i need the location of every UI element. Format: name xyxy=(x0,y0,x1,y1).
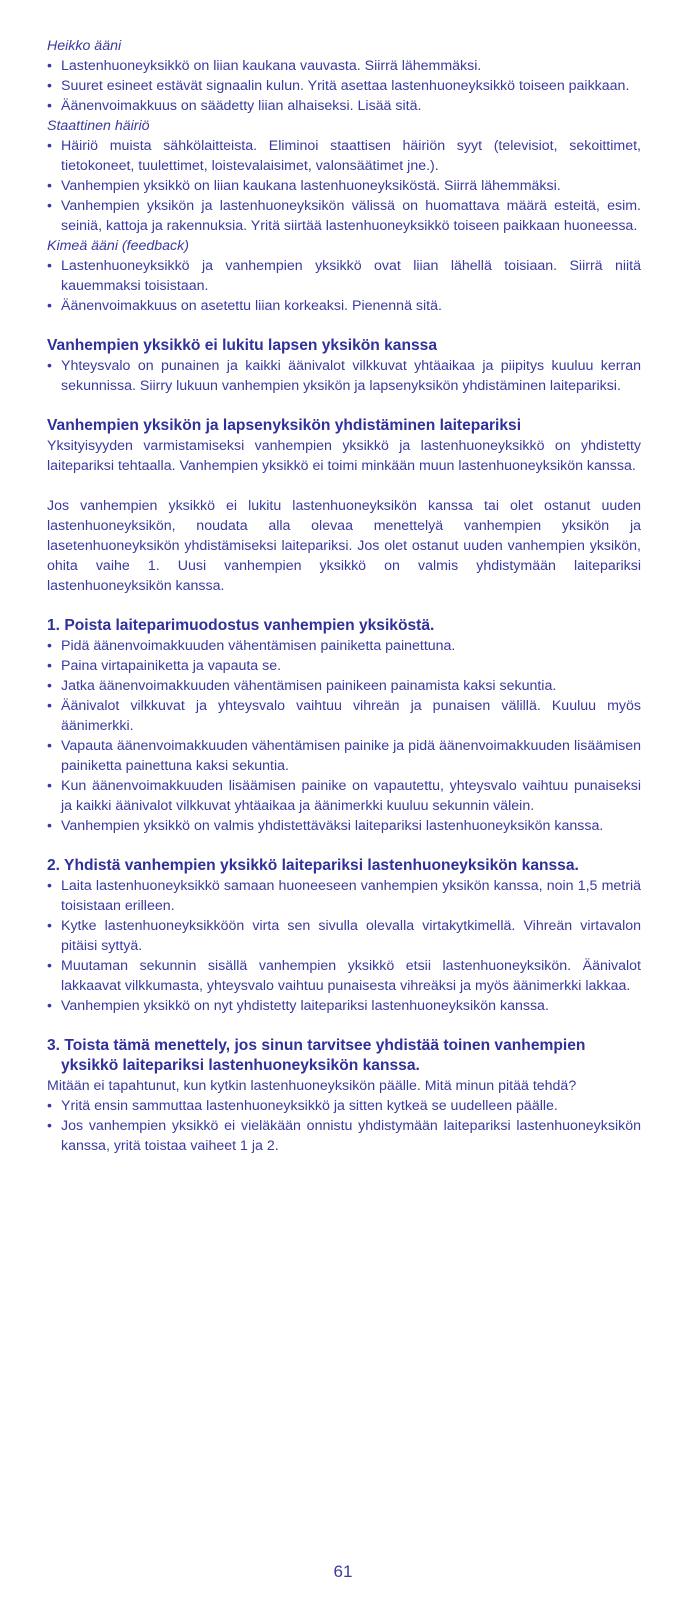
heading-pairing: Vanhempien yksikön ja lapsenyksikön yhdistäminen laitepariksi xyxy=(47,417,522,434)
static-list xyxy=(47,136,641,236)
subheading-static: Staattinen häiriö xyxy=(47,118,150,134)
list-item: • Vapauta äänenvoimakkuuden vähentämisen painike ja pidä äänenvoimakkuuden lisäämisen painiketta painettuna kaksi sekuntia. xyxy=(47,736,641,776)
pairing-paragraph-2: Jos vanhempien yksikkö ei lukitu lastenhuoneyksikön kanssa tai olet ostanut uuden lastenhuoneyksikön, noudata alla olevaa menettelyä vanhempien yksikön ja lasetenhuoneyksikön yhdistämiseksi laitepariksi. Jos olet ostanut uuden vanhempien yksikön, ohita vaihe 1. Uusi vanhempien yksikkö on valmis yhdistymään laitepariksi lastenhuoneyksikön kanssa. xyxy=(47,498,641,594)
list-item: • Vanhempien yksikkö on liian kaukana lastenhuoneyksiköstä. Siirrä lähemmäksi. xyxy=(47,176,641,196)
list-item: • Lastenhuoneyksikkö on liian kaukana vauvasta. Siirrä lähemmäksi. xyxy=(47,56,641,76)
step-1-list xyxy=(47,636,641,836)
list-item: • Äänenvoimakkuus on säädetty liian alhaiseksi. Lisää sitä. xyxy=(47,96,641,116)
feedback-list xyxy=(47,256,641,316)
heading-not-locked: Vanhempien yksikkö ei lukitu lapsen yksikön kanssa xyxy=(47,337,438,354)
list-item: • Äänenvoimakkuus on asetettu liian korkeaksi. Pienennä sitä. xyxy=(47,296,641,316)
list-item: • Häiriö muista sähkölaitteista. Eliminoi staattisen häiriön syyt (televisiot, sekoittimet, tietokoneet, tuulettimet, loistevalaisimet, valonsäätimet jne.). xyxy=(47,136,641,176)
list-item: • Paina virtapainiketta ja vapauta se. xyxy=(47,656,641,676)
list-item: • Yhteysvalo on punainen ja kaikki äänivalot vilkkuvat yhtäaikaa ja piipitys kuuluu kerran sekunnissa. Siirry lukuun vanhempien yksikön ja lapsenyksikön yhdistäminen laitepariksi. xyxy=(47,356,641,396)
heading-step-3: 3. Toista tämä menettely, jos sinun tarvitsee yhdistää toinen vanhempien yksikkö laitepariksi lastenhuoneyksikön kanssa. xyxy=(47,1037,586,1074)
list-item: • Vanhempien yksikkö on valmis yhdistettäväksi laitepariksi lastenhuoneyksikön kanssa. xyxy=(47,816,641,836)
list-item: • Jatka äänenvoimakkuuden vähentämisen painikeen painamista kaksi sekuntia. xyxy=(47,676,641,696)
list-item: • Lastenhuoneyksikkö ja vanhempien yksikkö ovat liian lähellä toisiaan. Siirrä niitä kauemmaksi toisistaan. xyxy=(47,256,641,296)
pairing-paragraph-1: Yksityisyyden varmistamiseksi vanhempien yksikkö ja lastenhuoneyksikkö on yhdistetty laitepariksi tehtaalla. Vanhempien yksikkö ei toimi minkään muun lastenhuoneyksikön kanssa. xyxy=(47,438,641,474)
subheading-weak-sound: Heikko ääni xyxy=(47,38,122,54)
page-number: 61 xyxy=(333,1562,353,1581)
list-item: • Suuret esineet estävät signaalin kulun. Yritä asettaa lastenhuoneyksikkö toiseen paikkaan. xyxy=(47,76,641,96)
not-locked-list xyxy=(47,356,641,396)
list-item: • Jos vanhempien yksikkö ei vieläkään onnistu yhdistymään laitepariksi lastenhuoneyksikön kanssa, yritä toistaa vaiheet 1 ja 2. xyxy=(47,1116,641,1156)
list-item: • Muutaman sekunnin sisällä vanhempien yksikkö etsii lastenhuoneyksikön. Äänivalot lakkaavat vilkkumasta, yhteysvalo vaihtuu punaisesta vihreäksi ja myös äänimerkki lakkaa. xyxy=(47,956,641,996)
step-3-list xyxy=(47,1096,641,1156)
heading-step-2: 2. Yhdistä vanhempien yksikkö laitepariksi lastenhuoneyksikön kanssa. xyxy=(47,857,579,874)
list-item: • Vanhempien yksikkö on nyt yhdistetty laitepariksi lastenhuoneyksikön kanssa. xyxy=(47,996,641,1016)
heading-step-1: 1. Poista laiteparimuodostus vanhempien yksiköstä. xyxy=(47,617,435,634)
list-item: • Yritä ensin sammuttaa lastenhuoneyksikkö ja sitten kytkeä se uudelleen päälle. xyxy=(47,1096,641,1116)
list-item: • Kun äänenvoimakkuuden lisäämisen painike on vapautettu, yhteysvalo vaihtuu punaiseksi ja kaikki äänivalot vilkkuvat yhtäaikaa ja äänimerkki kuuluu sekunnin välein. xyxy=(47,776,641,816)
step-2-list xyxy=(47,876,641,1016)
subheading-feedback: Kimeä ääni (feedback) xyxy=(47,238,189,254)
list-item: • Laita lastenhuoneyksikkö samaan huoneeseen vanhempien yksikön kanssa, noin 1,5 metriä toisistaan erilleen. xyxy=(47,876,641,916)
step-3-intro: Mitään ei tapahtunut, kun kytkin lastenhuoneyksikön päälle. Mitä minun pitää tehdä? xyxy=(47,1078,577,1094)
list-item: • Kytke lastenhuoneyksikköön virta sen sivulla olevalla virtakytkimellä. Vihreän virtavalon pitäisi syttyä. xyxy=(47,916,641,956)
list-item: • Vanhempien yksikön ja lastenhuoneyksikön välissä on huomattava määrä esteitä, esim. seiniä, kattoja ja rakennuksia. Yritä siirtää lastenhuoneyksikkö toiseen paikkaan huoneessa. xyxy=(47,196,641,236)
weak-sound-list xyxy=(47,56,641,116)
list-item: • Pidä äänenvoimakkuuden vähentämisen painiketta painettuna. xyxy=(47,636,641,656)
list-item: • Äänivalot vilkkuvat ja yhteysvalo vaihtuu vihreän ja punaisen välillä. Kuuluu myös äänimerkki. xyxy=(47,696,641,736)
manual-page xyxy=(47,36,641,1156)
